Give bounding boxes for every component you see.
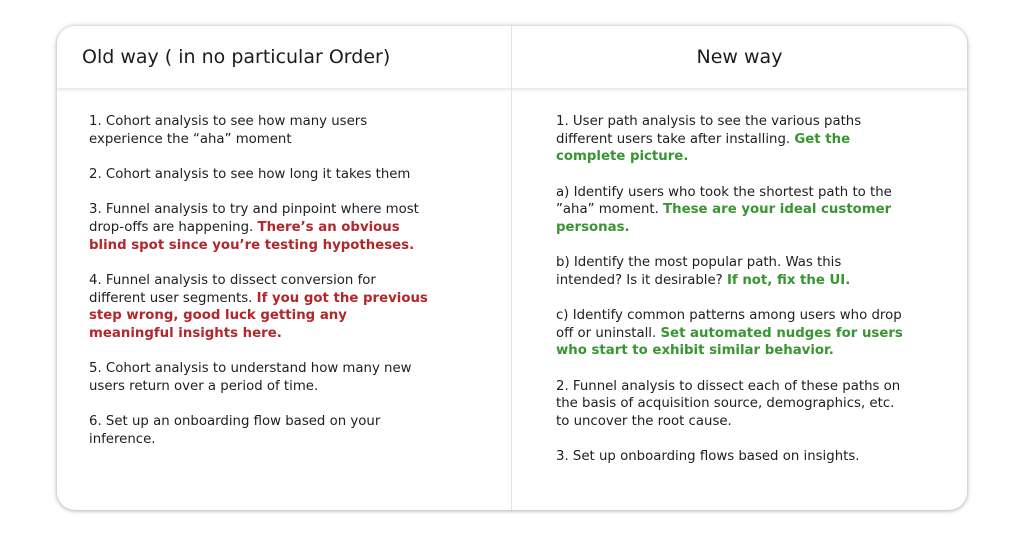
old-way-item: 5. Cohort analysis to understand how many new users return over a period of time.: [89, 361, 412, 394]
old-way-item: 3. Funnel analysis to try and pinpoint where most drop-offs are happening. There’s an obvious blind spot since you’re testing hypotheses.: [89, 202, 419, 253]
old-way-item: 1. Cohort analysis to see how many users experience the “aha” moment: [89, 114, 368, 147]
new-way-item: 3. Set up onboarding flows based on insights.: [556, 449, 860, 465]
old-way-item: 6. Set up an onboarding flow based on your inference.: [89, 414, 381, 447]
new-way-note: These are your ideal customer personas.: [556, 202, 892, 235]
new-way-item: c) Identify common patterns among users who drop off or uninstall. Set automated nudges for users who start to exhibit similar behavior.: [556, 308, 903, 359]
comparison-card: [57, 26, 967, 510]
new-way-column: [556, 113, 906, 484]
old-way-item: 2. Cohort analysis to see how long it takes them: [89, 166, 411, 182]
new-way-item: a) Identify users who took the shortest path to the ”aha” moment. These are your ideal customer personas.: [556, 184, 892, 235]
new-way-note: Set automated nudges for users who start to exhibit similar behavior.: [556, 325, 903, 359]
old-way-item: 4. Funnel analysis to dissect conversion for different user segments. If you got the previous step wrong, good luck getting any meaningful insights here.: [89, 272, 428, 341]
new-way-heading: New way: [696, 46, 783, 68]
new-way-item: 2. Funnel analysis to dissect each of these paths on the basis of acquisition source, demographics, etc. to uncover the root cause.: [556, 378, 901, 429]
column-divider: [511, 26, 512, 510]
new-way-item: 1. User path analysis to see the various paths different users take after installing. Get the complete picture.: [556, 114, 862, 165]
table-header: [57, 26, 967, 88]
old-way-note: If you got the previous step wrong, good luck getting any meaningful insights here.: [89, 290, 428, 341]
old-way-note: There’s an obvious blind spot since you’re testing hypotheses.: [89, 219, 415, 253]
old-way-column: [89, 113, 434, 466]
new-way-note: Get the complete picture.: [556, 131, 851, 165]
old-way-heading: Old way ( in no particular Order): [82, 46, 391, 68]
new-way-note: If not, fix the UI.: [726, 272, 851, 288]
new-way-item: b) Identify the most popular path. Was this intended? Is it desirable? If not, fix the UI.: [556, 255, 851, 288]
